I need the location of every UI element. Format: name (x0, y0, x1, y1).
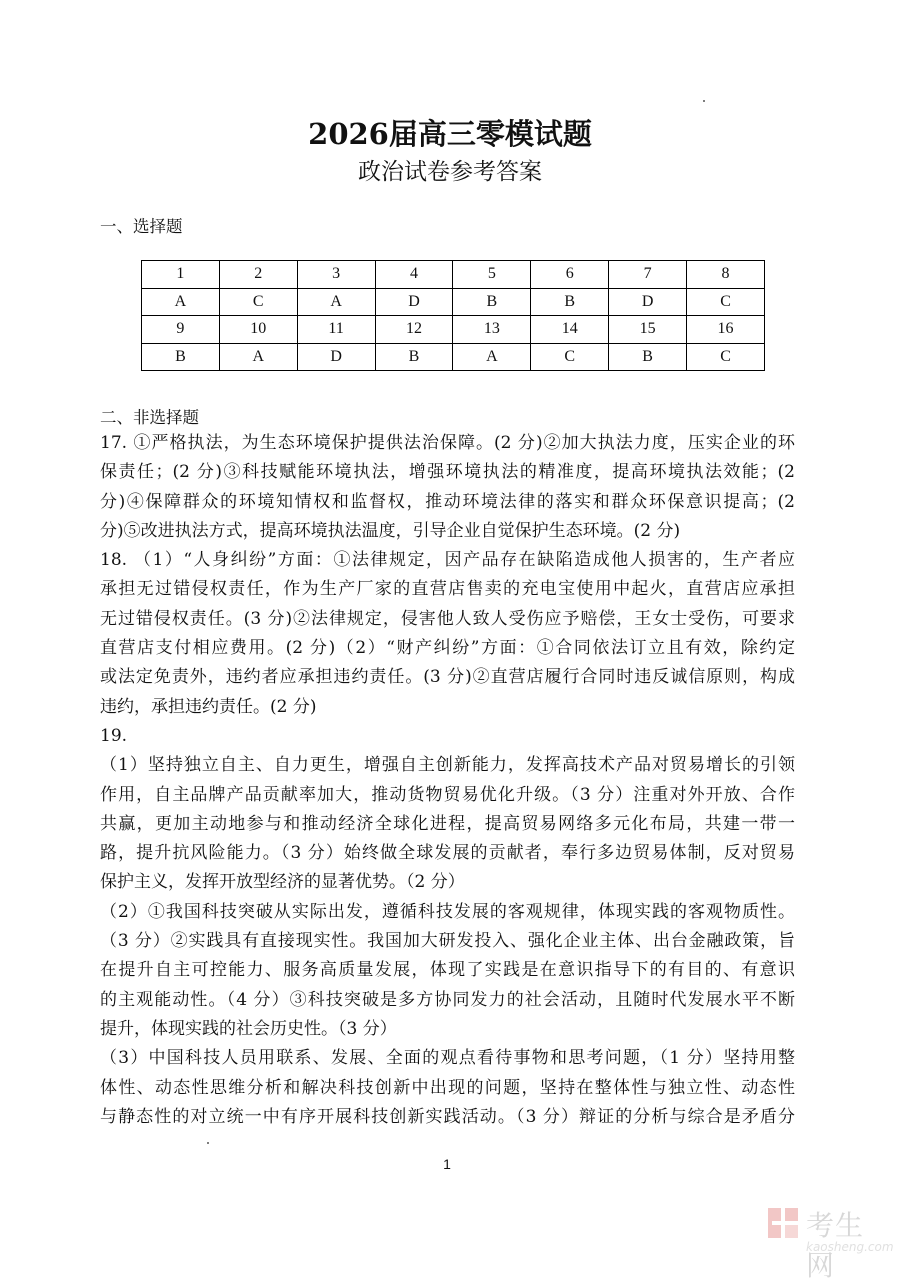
question-number-cell: 10 (219, 316, 297, 344)
section-heading-nonchoice: 二、非选择题 (100, 408, 199, 427)
answer-paragraph (100, 546, 795, 722)
question-number-cell: 7 (609, 261, 687, 289)
answer-paragraph (100, 722, 795, 751)
question-number-cell: 4 (375, 261, 453, 289)
answer-cell: B (375, 343, 453, 371)
watermark-logo (766, 1204, 894, 1282)
answer-cell: A (297, 288, 375, 316)
document-title: 2026届高三零模试题 (308, 117, 592, 151)
answers-body (100, 429, 795, 1132)
answer-paragraph (100, 751, 795, 897)
answer-cell: A (453, 343, 531, 371)
watermark-url: kaosheng.com (806, 1240, 894, 1254)
question-number-cell: 2 (219, 261, 297, 289)
text-line: 体性、动态性思维分析和解决科技创新中出现的问题，坚持在整体性与独立性、动态性 (100, 1077, 795, 1098)
question-number-cell: 11 (297, 316, 375, 344)
text-line: 承担无过错侵权责任，作为生产厂家的直营店售卖的充电宝使用中起火，直营店应承担 (100, 579, 795, 600)
question-number-row (142, 261, 765, 289)
text-line: 无过错侵权责任。(3 分)②法律规定，侵害他人致人受伤应予赔偿，王女士受伤，可要求 (100, 608, 795, 629)
speck (207, 1142, 209, 1144)
text-line: 分)⑤改进执法方式，提高环境执法温度，引导企业自觉保护生态环境。(2 分) (100, 520, 681, 541)
question-number-cell: 9 (142, 316, 220, 344)
text-line: （1）坚持独立自主、自力更生，增强自主创新能力，发挥高技术产品对贸易增长的引领 (100, 755, 795, 776)
question-number-cell: 6 (531, 261, 609, 289)
answer-cell: D (297, 343, 375, 371)
text-line: 19. (100, 725, 128, 746)
text-line: （3）中国科技人员用联系、发展、全面的观点看待事物和思考问题，（1 分）坚持用整 (100, 1048, 795, 1069)
answer-row (142, 343, 765, 371)
answer-cell: D (375, 288, 453, 316)
text-line: 直营店支付相应费用。(2 分)（2）“财产纠纷”方面：①合同依法订立且有效，除约定 (100, 638, 795, 659)
question-number-cell: 8 (687, 261, 765, 289)
answer-row (142, 288, 765, 316)
text-line: （2）①我国科技突破从实际出发，遵循科技发展的客观规律，体现实践的客观物质性。 (100, 901, 795, 922)
question-number-cell: 13 (453, 316, 531, 344)
question-number-cell: 16 (687, 316, 765, 344)
text-line: 违约，承担违约责任。(2 分) (100, 696, 317, 717)
question-number-cell: 14 (531, 316, 609, 344)
text-line: 共赢，更加主动地参与和推动经济全球化进程，提高贸易网络多元化布局，共建一带一 (100, 813, 795, 834)
speck (703, 100, 705, 102)
answer-cell: C (687, 343, 765, 371)
text-line: 分)④保障群众的环境知情权和监督权，推动环境法律的落实和群众环保意识提高；(2 (100, 491, 795, 512)
question-number-cell: 15 (609, 316, 687, 344)
answer-paragraph (100, 429, 795, 546)
answer-cell: C (687, 288, 765, 316)
text-line: 保责任；(2 分)③科技赋能环境执法，增强环境执法的精准度，提高环境执法效能；(2 (100, 462, 795, 483)
answer-cell: D (609, 288, 687, 316)
answer-paragraph (100, 1044, 795, 1132)
kaosheng-logo-icon (766, 1206, 800, 1240)
answer-cell: B (531, 288, 609, 316)
question-number-cell: 1 (142, 261, 220, 289)
question-number-cell: 12 (375, 316, 453, 344)
answer-cell: C (531, 343, 609, 371)
section-heading-choice: 一、选择题 (100, 217, 183, 236)
question-number-cell: 5 (453, 261, 531, 289)
document-subtitle: 政治试卷参考答案 (358, 159, 542, 185)
text-line: 提升，体现实践的社会历史性。（3 分） (100, 1018, 397, 1039)
answer-table (141, 260, 765, 371)
question-number-row (142, 316, 765, 344)
question-number-cell: 3 (297, 261, 375, 289)
answer-cell: A (219, 343, 297, 371)
text-line: 作用，自主品牌产品贡献率加大，推动货物贸易优化升级。（3 分）注重对外开放、合作 (100, 784, 795, 805)
answer-cell: C (219, 288, 297, 316)
answer-cell: B (142, 343, 220, 371)
text-line: 或法定免责外，违约者应承担违约责任。(3 分)②直营店履行合同时违反诚信原则，构成 (100, 667, 795, 688)
text-line: 保护主义，发挥开放型经济的显著优势。（2 分） (100, 872, 465, 893)
text-line: 路，提升抗风险能力。（3 分）始终做全球发展的贡献者，奉行多边贸易体制，反对贸易 (100, 843, 795, 864)
text-line: 的主观能动性。（4 分）③科技突破是多方协同发力的社会活动，且随时代发展水平不断 (100, 989, 795, 1010)
answer-paragraph (100, 898, 795, 1044)
answer-cell: B (453, 288, 531, 316)
text-line: 与静态性的对立统一中有序开展科技创新实践活动。（3 分）辩证的分析与综合是矛盾分 (100, 1106, 795, 1127)
answer-cell: A (142, 288, 220, 316)
text-line: （3 分）②实践具有直接现实性。我国加大研发投入、强化企业主体、出台金融政策，旨 (100, 931, 795, 952)
text-line: 在提升自主可控能力、服务高质量发展，体现了实践是在意识指导下的有目的、有意识 (100, 960, 795, 981)
page-number: 1 (443, 1156, 451, 1172)
answer-cell: B (609, 343, 687, 371)
text-line: 17. ①严格执法，为生态环境保护提供法治保障。(2 分)②加大执法力度，压实企业的环 (100, 433, 795, 453)
watermark-text: 考生网 (806, 1209, 865, 1282)
text-line: 18. （1）“人身纠纷”方面：①法律规定，因产品存在缺陷造成他人损害的，生产者应 (100, 550, 795, 571)
